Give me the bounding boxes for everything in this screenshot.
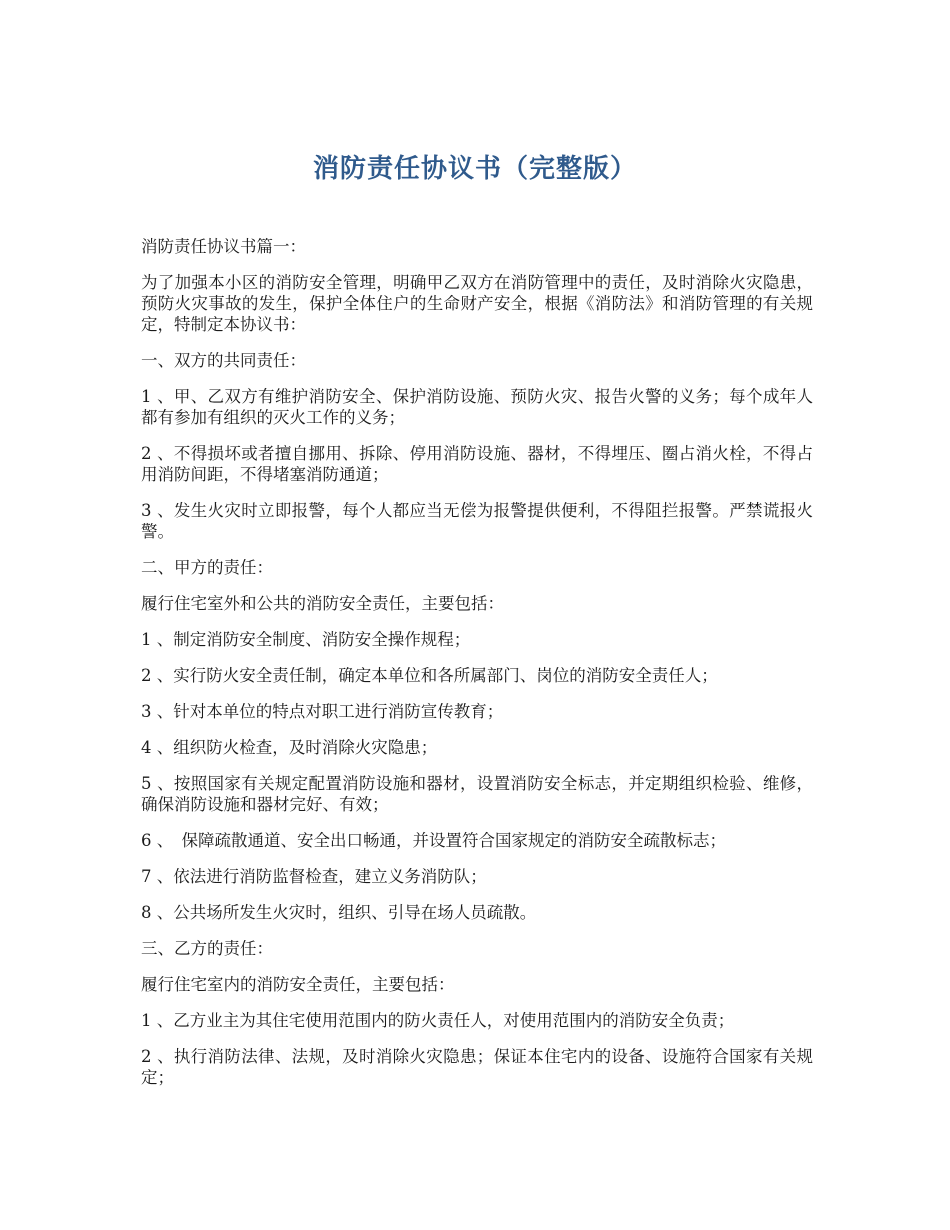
list-item: 3 、发生火灾时立即报警，每个人都应当无偿为报警提供便利，不得阻拦报警。严禁谎报火警。 [141, 501, 813, 541]
list-item: 1 、制定消防安全制度、消防安全操作规程； [141, 630, 471, 649]
list-item: 5 、按照国家有关规定配置消防设施和器材，设置消防安全标志，并定期组织检验、维修，确保消防设施和器材完好、有效； [141, 774, 813, 814]
document-title: 消防责任协议书（完整版） [312, 154, 637, 184]
list-item: 1 、甲、乙双方有维护消防安全、保护消防设施、预防火灾、报告火警的义务；每个成年人都有参加有组织的灭火工作的义务； [141, 387, 813, 427]
list-item: 3 、针对本单位的特点对职工进行消防宣传教育； [141, 702, 504, 721]
list-item: 8 、公共场所发生火灾时，组织、引导在场人员疏散。 [141, 903, 537, 922]
list-item: 7 、依法进行消防监督检查，建立义务消防队； [141, 867, 487, 886]
section-heading: 一、双方的共同责任： [141, 351, 306, 370]
paragraph: 履行住宅室内的消防安全责任，主要包括： [141, 975, 455, 994]
list-item: 6 、 保障疏散通道、安全出口畅通，并设置符合国家规定的消防安全疏散标志； [141, 831, 726, 850]
list-item: 2 、执行消防法律、法规，及时消除火灾隐患；保证本住宅内的设备、设施符合国家有关规定； [141, 1047, 813, 1087]
list-item: 1 、乙方业主为其住宅使用范围内的防火责任人，对使用范围内的消防安全负责； [141, 1011, 735, 1030]
document-body [141, 236, 813, 1103]
section-heading: 二、甲方的责任： [141, 558, 273, 577]
section-heading: 三、乙方的责任： [141, 939, 273, 958]
paragraph: 为了加强本小区的消防安全管理，明确甲乙双方在消防管理中的责任，及时消除火灾隐患，预防火灾事故的发生，保护全体住户的生命财产安全，根据《消防法》和消防管理的有关规定，特制定本协议书： [141, 273, 813, 334]
list-item: 2 、实行防火安全责任制，确定本单位和各所属部门、岗位的消防安全责任人； [141, 666, 718, 685]
paragraph: 履行住宅室外和公共的消防安全责任，主要包括： [141, 594, 504, 613]
section-heading: 消防责任协议书篇一： [141, 237, 306, 256]
list-item: 2 、不得损坏或者擅自挪用、拆除、停用消防设施、器材，不得埋压、圈占消火栓，不得占用消防间距，不得堵塞消防通道； [141, 444, 813, 484]
list-item: 4 、组织防火检查，及时消除火灾隐患； [141, 738, 438, 757]
